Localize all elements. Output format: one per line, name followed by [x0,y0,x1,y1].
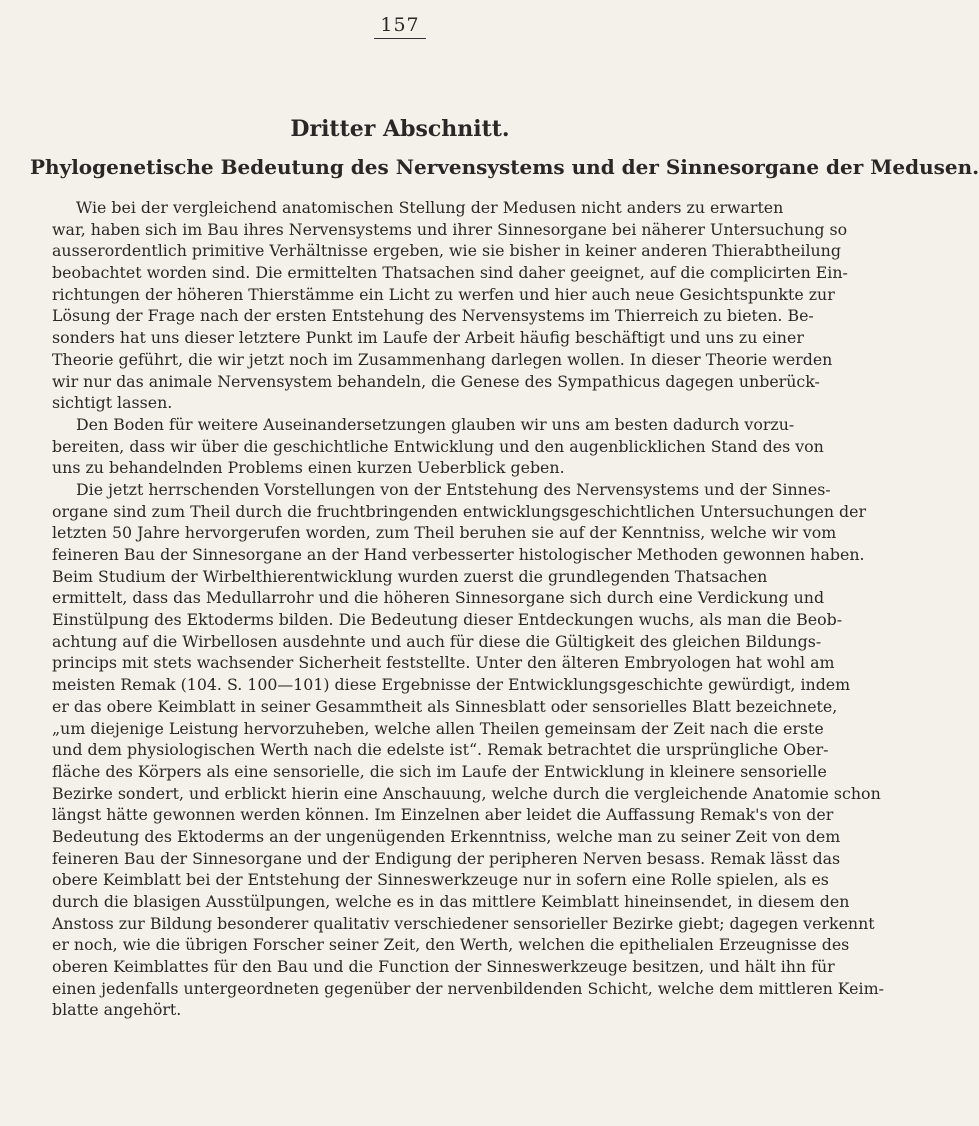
paragraph [52,479,884,1021]
text-line: Die jetzt herrschenden Vorstellungen von der Entstehung des Nervensystems und der Sinnes- [76,479,831,499]
text-line: längst hätte gewonnen werden können. Im Einzelnen aber leidet die Auffassung Remak's von der [52,805,834,825]
chapter-title: Phylogenetische Bedeutung des Nervensystems und der Sinnesorgane der Medusen. [30,155,979,179]
text-line: uns zu behandelnden Problems einen kurzen Ueberblick geben. [52,458,565,478]
text-line: bereiten, dass wir über die geschichtliche Entwicklung und den augenblicklichen Stand des von [52,436,824,456]
text-line: fläche des Körpers als eine sensorielle, die sich im Laufe der Entwicklung in kleinere sensorielle [52,761,827,781]
text-line: Beim Studium der Wirbelthierentwicklung wurden zuerst die grundlegenden Thatsachen [52,566,768,586]
text-line: richtungen der höheren Thierstämme ein Licht zu werfen und hier auch neue Gesichtspunkte zur [52,284,835,304]
text-line: Bedeutung des Ektoderms an der ungenügenden Erkenntniss, welche man zu seiner Zeit von dem [52,826,841,846]
text-line: sichtigt lassen. [52,393,173,413]
text-line: er das obere Keimblatt in seiner Gesammtheit als Sinnesblatt oder sensorielles Blatt bezeichnete, [52,696,838,716]
text-line: Bezirke sondert, und erblickt hierin eine Anschauung, welche durch die vergleichende Anatomie schon [52,783,881,803]
paragraph [52,414,824,479]
text-line: Anstoss zur Bildung besonderer qualitativ verschiedener sensorieller Bezirke giebt; dagegen verkennt [52,913,875,933]
text-line: beobachtet worden sind. Die ermittelten Thatsachen sind daher geeignet, auf die complicirten Ein- [52,263,848,283]
text-line: einen jedenfalls untergeordneten gegenüber der nervenbildenden Schicht, welche dem mittleren Keim- [52,978,884,998]
text-line: und dem physiologischen Werth nach die edelste ist“. Remak betrachtet die ursprüngliche Ober- [52,740,829,760]
body-text [52,197,884,1021]
text-line: feineren Bau der Sinnesorgane an der Hand verbesserter histologischer Methoden gewonnen haben. [52,545,865,564]
text-line: Theorie geführt, die wir jetzt noch im Zusammenhang darlegen wollen. In dieser Theorie werden [52,349,833,369]
paragraph [52,197,848,414]
text-line: sonders hat uns dieser letztere Punkt im Laufe der Arbeit häufig beschäftigt und uns zu einer [52,328,804,348]
text-line: ausserordentlich primitive Verhältnisse ergeben, wie sie bisher in keiner anderen Thierabtheilung [52,241,841,261]
text-line: Wie bei der vergleichend anatomischen Stellung der Medusen nicht anders zu erwarten [76,198,784,217]
text-line: obere Keimblatt bei der Entstehung der Sinneswerkzeuge nur in sofern eine Rolle spielen, als es [52,870,829,890]
text-line: feineren Bau der Sinnesorgane und der Endigung der peripheren Nerven besass. Remak lässt das [52,848,841,868]
text-line: er noch, wie die übrigen Forscher seiner Zeit, den Werth, welchen die epithelialen Erzeugnisse des [52,935,850,955]
text-line: wir nur das animale Nervensystem behandeln, die Genese des Sympathicus dagegen unberück- [52,371,820,391]
text-line: „um diejenige Leistung hervorzuheben, welche allen Theilen gemeinsam der Zeit nach die erste [52,718,824,738]
text-line: ermittelt, dass das Medullarrohr und die höheren Sinnesorgane sich durch eine Verdickung und [52,588,825,608]
text-line: oberen Keimblattes für den Bau und die Function der Sinneswerkzeuge besitzen, und hält ihn für [52,957,835,977]
text-line: meisten Remak (104. S. 100—101) diese Ergebnisse der Entwicklungsgeschichte gewürdigt, indem [52,675,851,695]
text-line: princips mit stets wachsender Sicherheit feststellte. Unter den älteren Embryologen hat wohl am [52,653,835,673]
text-line: durch die blasigen Ausstülpungen, welche es in das mittlere Keimblatt hineinsendet, in diesem den [52,892,850,911]
page-number: 157 [0,14,800,39]
text-line: blatte angehört. [52,1000,182,1020]
text-line: Lösung der Frage nach der ersten Entstehung des Nervensystems im Thierreich zu bieten. Be- [52,306,814,326]
text-line: letzten 50 Jahre hervorgerufen worden, zum Theil beruhen sie auf der Kenntniss, welche wir vom [52,523,837,543]
section-title: Dritter Abschnitt. [290,116,510,142]
text-line: war, haben sich im Bau ihres Nervensystems und ihrer Sinnesorgane bei näherer Untersuchung so [52,219,848,239]
text-line: Den Boden für weitere Auseinandersetzungen glauben wir uns am besten dadurch vorzu- [76,414,795,434]
text-line: achtung auf die Wirbellosen ausdehnte und auch für diese die Gültigkeit des gleichen Bildungs- [52,631,822,651]
text-line: organe sind zum Theil durch die fruchtbringenden entwicklungsgeschichtlichen Untersuchungen der [52,501,867,521]
text-line: Einstülpung des Ektoderms bilden. Die Bedeutung dieser Entdeckungen wuchs, als man die Beob- [52,610,843,630]
